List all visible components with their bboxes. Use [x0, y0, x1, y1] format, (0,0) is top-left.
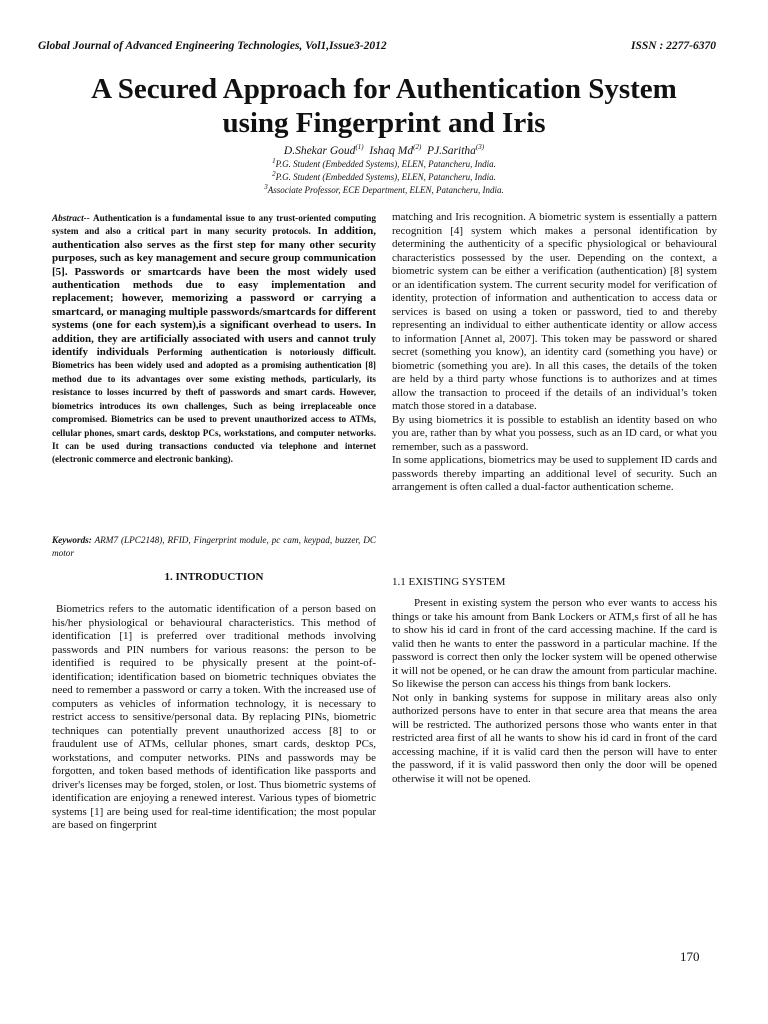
keywords-label: Keywords: — [52, 535, 92, 545]
introduction-text: Biometrics refers to the automatic identification of a person based on his/her physiological or behavioural characteristics. This method of identification [1] is preferred over traditional methods involving passwords and PIN numbers for various reasons: the person to be identified is required to be physically present at the point-of-identification; identification based on biometric techniques obviates the need to remember a password or carry a token. With the increased use of computers as vehicles of information technology, it is necessary to restrict access to sensitive/personal data. By replacing PINs, biometric techniques can potentially prevent unauthorized access [8] to or fraudulent use of ATMs, cellular phones, smart cards, desktop PCs, workstations, and computer networks. PINs and passwords may be forgotten, and token based methods of identification like passports and driver's licenses may be forged, stolen, or lost. Thus biometric systems of identification are enjoying a renewed interest. Various types of biometric systems [1] are being used for real-time identification; the most popular are based on fingerprint — [52, 603, 376, 831]
page-number: 170 — [680, 949, 700, 964]
keywords-text: ARM7 (LPC2148), RFID, Fingerprint module, pc cam, keypad, buzzer, DC motor — [52, 535, 376, 558]
issn: ISSN : 2277-6370 — [631, 40, 716, 52]
author-1-sup: (1) — [355, 143, 364, 151]
abstract-label: Abstract-- — [52, 213, 94, 223]
right-column-intro — [392, 211, 717, 495]
abstract-part-1: Authentication is a fundamental issue to any trust-oriented computing system and also a critical part in many security protocols. — [52, 213, 376, 237]
keywords — [52, 534, 376, 560]
author-3: PJ.Saritha — [427, 144, 476, 157]
running-header — [38, 40, 716, 52]
affiliation-3 — [0, 181, 768, 196]
author-3-sup: (3) — [475, 143, 485, 151]
existing-paragraph-1: Present in existing system the person who ever wants to access his things or take his amount from Bank Lockers or ATM,s first of all he has to show his id card in front of the card accessing machine. If the card is valid then he wants to enter the password in a particular machine. If the password is correct then only the locker system will be opened otherwise it will not be opened, or he can draw the amount from particular machine. So likewise the person can access his things from bank lockers. — [392, 597, 717, 690]
abstract-part-2: In addition, authentication also serves as the first step for many other security purposes, such as key management and secure group communication [5]. Passwords or smartcards have been the most widely used authentication methods due to easy implementation and replacement; however, memorizing a password or carrying a smartcard, or managing multiple passwords/smartcards for different systems (one for each system),is a significant overhead to users. In addition, they are artificially associated with users and cannot truly identify individuals — [52, 225, 376, 359]
right-paragraph-1: matching and Iris recognition. A biometric system is essentially a pattern recognition [4] system which makes a personal identification by determining the authenticity of a specific physiological or behavioural characteristics possessed by the user. Depending on the context, a biometric system can be either a verification (authentication) [8] system or an identification system. The current security model for verification of identity, protection of information and authentication to access data or services is based on using a token or password, tied to and thereby representing an individual to either authenticate identity or allow access to information [Annet al, 2007]. This token may be password or shared secret (something you know), an identity card (something you have) or biometric (something you are). In all this cases, the details of the token are held by a third party whose functions is to authorizes and at times allow the transaction to proceed if the details of an individual’s token match those stored in a database. — [392, 211, 717, 412]
author-2-sup: (2) — [413, 143, 422, 151]
existing-system-text — [392, 597, 717, 786]
affiliation-1-text: P.G. Student (Embedded Systems), ELEN, Patancheru, India. — [275, 159, 496, 169]
affiliation-3-text: Associate Professor, ECE Department, ELEN, Patancheru, India. — [267, 185, 504, 195]
existing-system-heading: 1.1 EXISTING SYSTEM — [392, 576, 506, 588]
affiliation-2-text: P.G. Student (Embedded Systems), ELEN, Patancheru, India. — [275, 172, 496, 182]
abstract-part-3: Performing authentication is notoriously difficult. Biometrics has been widely used and adopted as a promising authentication [8] method due to its advantages over some existing methods, particularly, its resistance to losses incurred by theft of passwords and smart cards. However, biometrics introduces its own challenges, Such as being irreplaceable once compromised. Biometrics can be used to prevent unauthorized access to ATMs, cellular phones, smart cards, desktop PCs, workstations, and computer networks. It can be used during transactions conducted via telephone and internet (electronic commerce and electronic banking). — [52, 347, 376, 465]
existing-paragraph-2: Not only in banking systems for suppose in military areas also only authorized persons have to enter in that secure area that means the area will be restricted. The authorized persons those who wants enter in that restricted area first of all he wants to show his id card in front of the card accessing machine, if it is valid card then the person will have to enter the password, if it is valid password then only the door will be opened otherwise it will not be opened. — [392, 691, 717, 785]
introduction-heading: 1. INTRODUCTION — [164, 571, 264, 583]
author-2: Ishaq Md — [369, 144, 414, 157]
title-line-1: A Secured Approach for Authentication System — [91, 73, 677, 105]
affiliation-2-sup: 2 — [272, 170, 276, 178]
paper-title — [0, 72, 768, 140]
affiliation-1-sup: 1 — [272, 157, 276, 165]
journal-name: Global Journal of Advanced Engineering Technologies, Vol1,Issue3-2012 — [38, 40, 387, 52]
author-1: D.Shekar Goud — [283, 144, 356, 157]
abstract — [52, 212, 376, 467]
affiliation-3-sup: 3 — [264, 183, 268, 191]
right-paragraph-2: By using biometrics it is possible to establish an identity based on who you are, rather than by what you possess, such as an ID card, or what you remember, such as a password. — [392, 413, 717, 453]
right-paragraph-3: In some applications, biometrics may be used to supplement ID cards and passwords thereby imparting an additional level of security. Such an arrangement is often called a dual-factor authentication scheme. — [392, 454, 717, 493]
title-line-2: using Fingerprint and Iris — [222, 107, 546, 139]
